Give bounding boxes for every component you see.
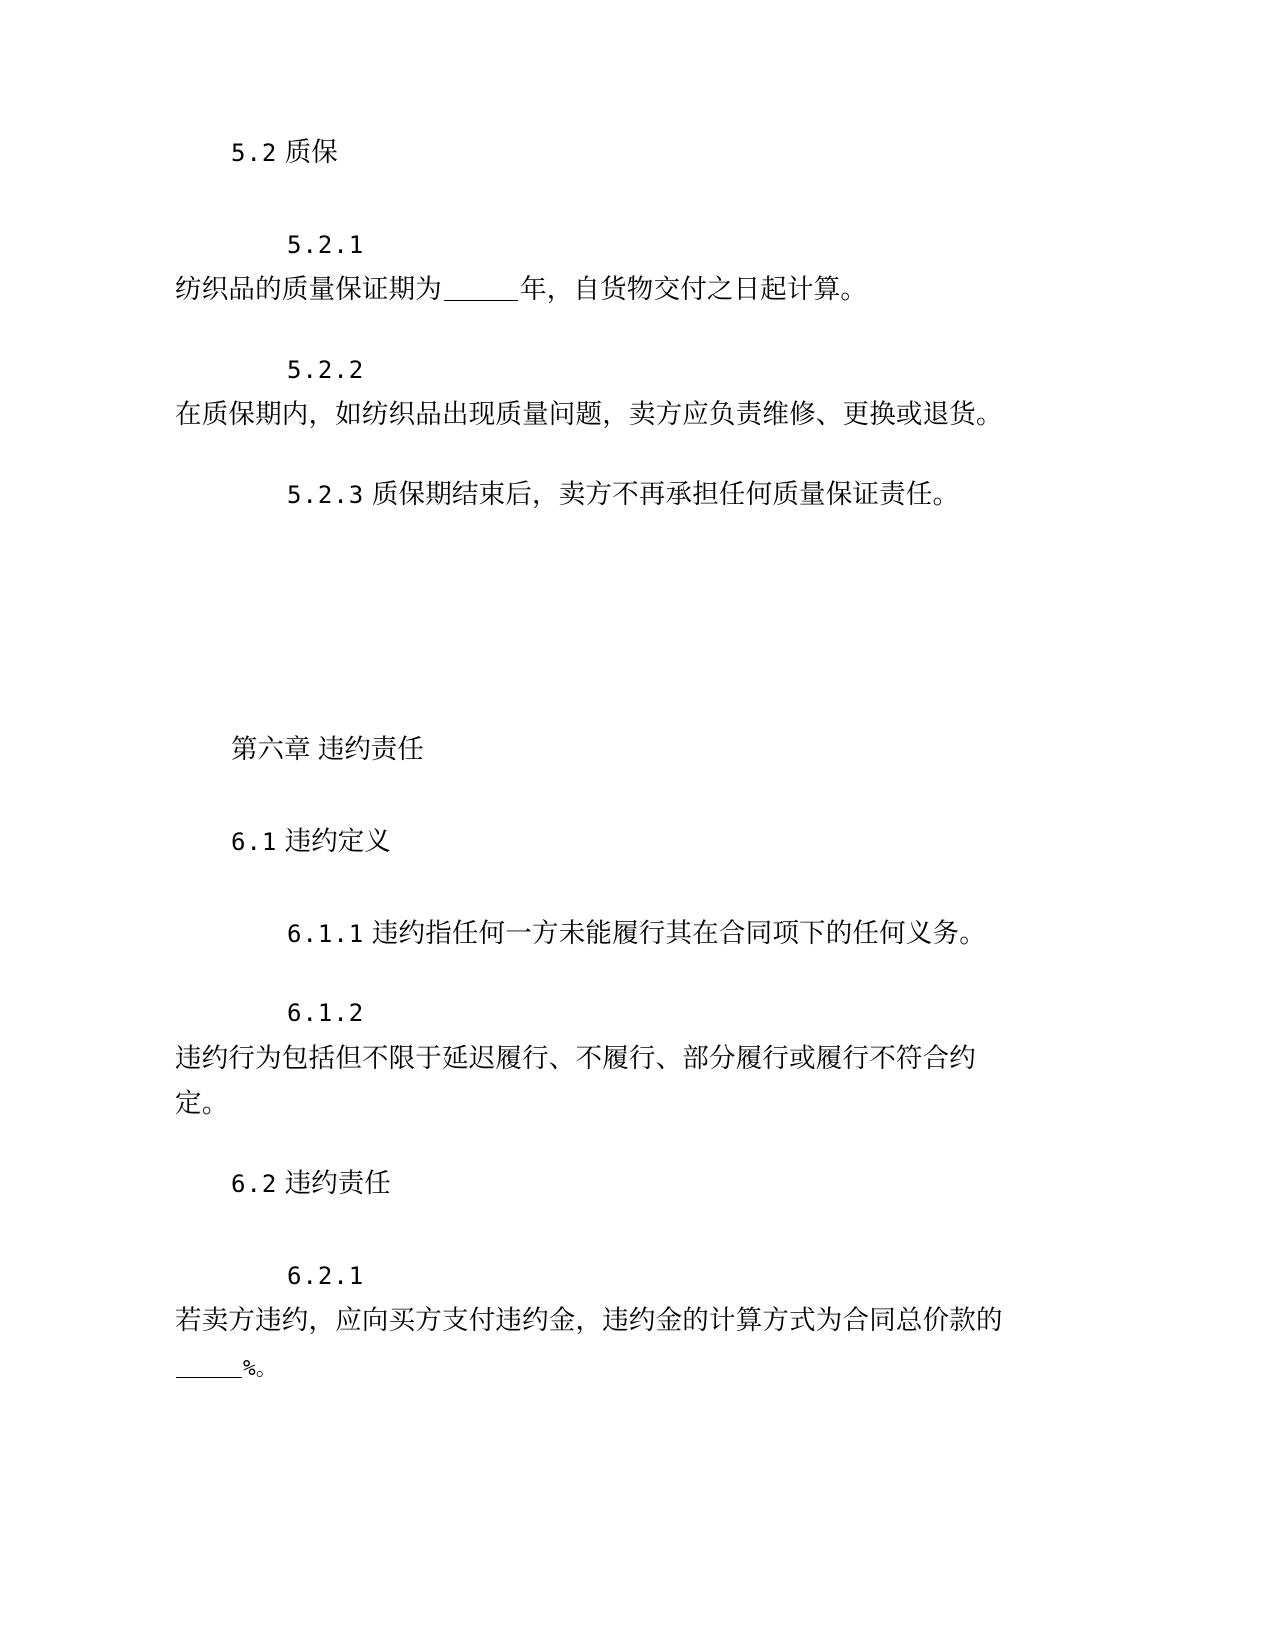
section-heading-6-2 (175, 1161, 1015, 1207)
clause-text-before: 纺织品的质量保证期为 (175, 274, 442, 305)
fill-in-blank-warranty-years[interactable] (444, 300, 518, 301)
clause-text-5-2-2: 在质保期内，如纺织品出现质量问题，卖方应负责维修、更换或退货。 (175, 399, 1003, 430)
clause-text-6-1-2: 违约行为包括但不限于延迟履行、不履行、部分履行或履行不符合约定。 (175, 1042, 976, 1119)
chapter-title: 违约责任 (317, 734, 424, 765)
clause-6-1-1 (175, 911, 1015, 957)
clause-number-6-2-1: 6.2.1 (287, 1261, 365, 1290)
document-body (175, 130, 1015, 1389)
section-number-5-2: 5.2 (231, 139, 278, 167)
chapter-number: 第六章 (231, 734, 311, 765)
clause-number-6-1-1: 6.1.1 (287, 919, 365, 948)
clause-text-after: 年，自货物交付之日起计算。 (520, 274, 868, 305)
clause-text-5-2-1 (175, 267, 1015, 313)
clause-text-before: 若卖方违约，应向买方支付违约金，违约金的计算方式为合同总价款的 (175, 1305, 1003, 1336)
clause-text-after: %。 (243, 1355, 278, 1380)
clause-number-5-2-3: 5.2.3 (287, 480, 365, 509)
section-heading-6-1 (175, 819, 1015, 865)
section-number-6-2: 6.2 (231, 1169, 278, 1198)
fill-in-blank-penalty-percent[interactable] (176, 1377, 242, 1378)
clause-5-2-3 (175, 472, 1015, 518)
clause-number-5-2-2: 5.2.2 (287, 355, 365, 384)
clause-number-6-1-2: 6.1.2 (287, 999, 365, 1028)
chapter-heading-6 (175, 727, 1015, 773)
clause-text-6-1-1: 违约指任何一方未能履行其在合同项下的任何义务。 (371, 917, 986, 948)
section-title-6-1: 违约定义 (284, 826, 391, 857)
section-title-6-2: 违约责任 (284, 1167, 391, 1198)
clause-text-5-2-3: 质保期结束后，卖方不再承担任何质量保证责任。 (371, 478, 960, 509)
section-title-5-2: 质保 (284, 137, 338, 167)
section-number-6-1: 6.1 (231, 828, 278, 857)
section-heading-5-2 (175, 130, 1015, 176)
clause-number-5-2-1: 5.2.1 (287, 230, 365, 259)
clause-text-6-2-1 (175, 1298, 1015, 1389)
